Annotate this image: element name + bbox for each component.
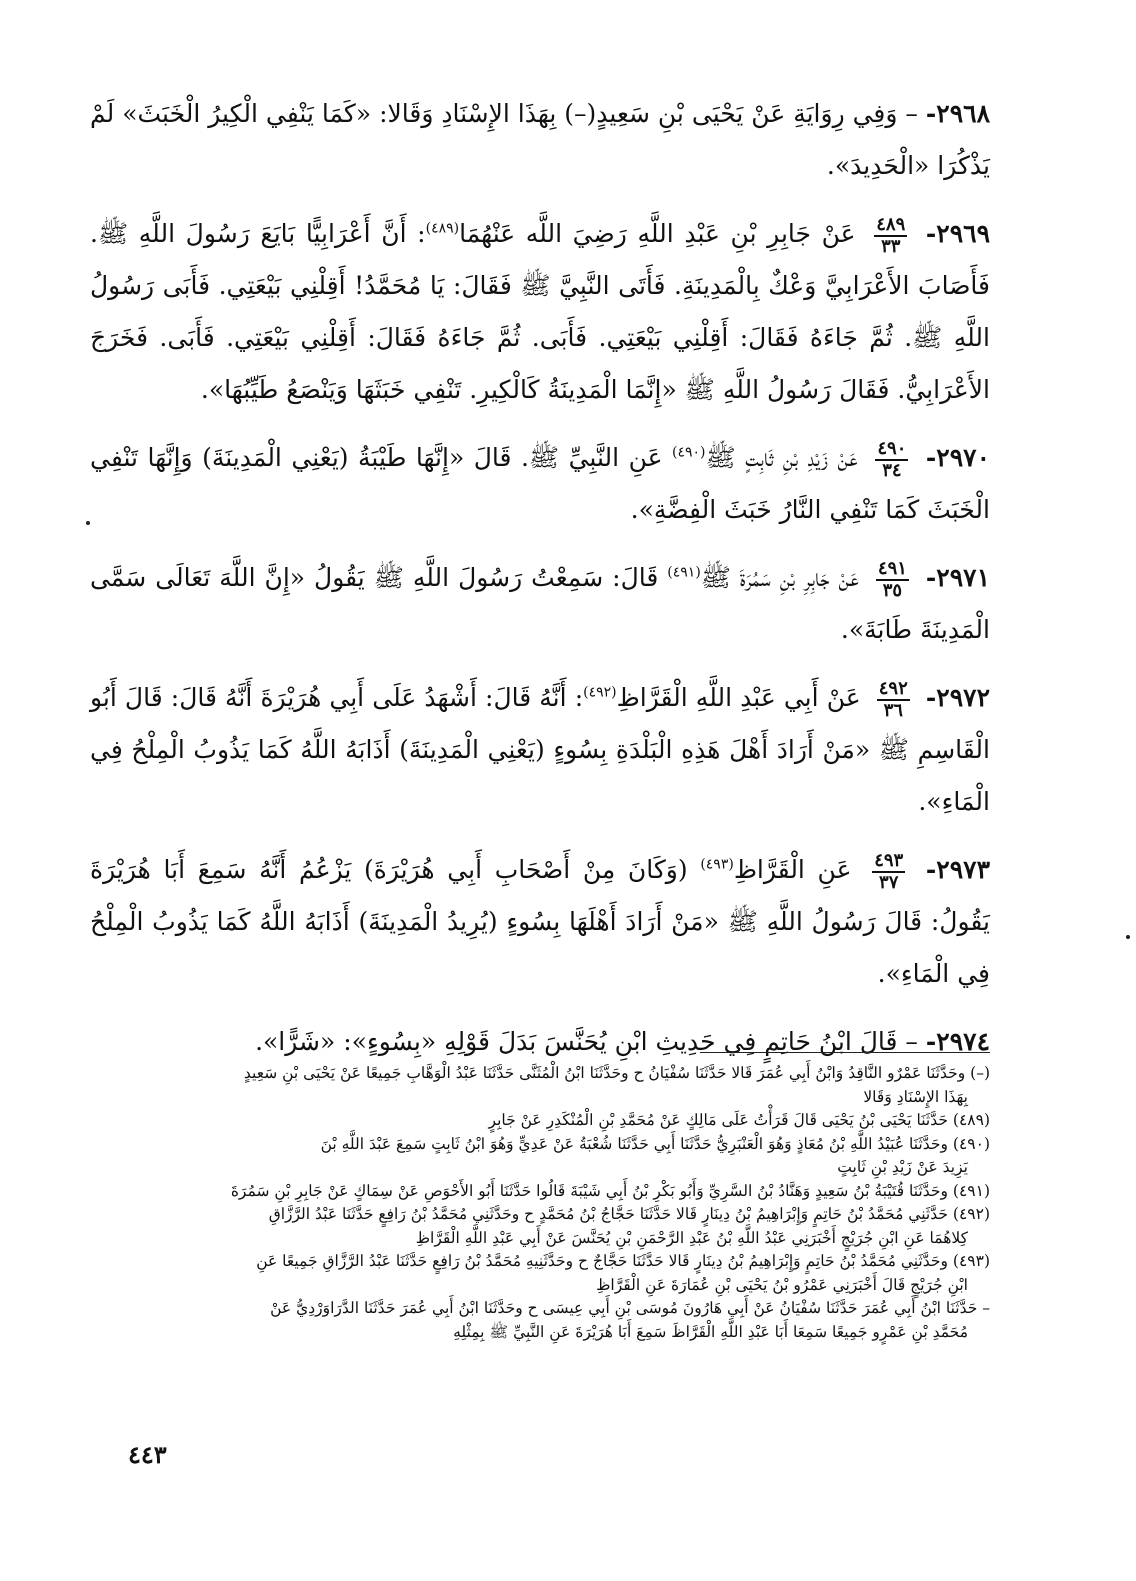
cross-reference-fraction: $\frac{٤٨٩}{٣٣}$ bbox=[876, 213, 906, 257]
hadith-text: – قَالَ ابْنُ حَاتِمٍ فِي حَدِيثِ ابْنِ يُحَنَّسَ بَدَلَ قَوْلِهِ «بِسُوءٍ»: «شَرًّا». bbox=[255, 1027, 918, 1056]
hadith-text-cont: قَالَ: سَمِعْتُ رَسُولَ اللَّهِ ﷺ يَقُولُ «إِنَّ اللَّهَ تَعَالَى سَمَّى الْمَدِينَةَ طَابَةَ». bbox=[90, 563, 990, 644]
hadith-text: – وَفِي رِوَايَةِ عَنْ يَحْيَى بْنِ سَعِيدٍ(–) بِهَذَا الإِسْنَادِ وَقَالا: «كَمَا يَنْفِي الْكِيرُ الْخَبَثَ» لَمْ يَذْكُرَا «الْحَدِيدَ». bbox=[90, 99, 990, 180]
footnote-text: حَدَّثَنَا يَحْيَى بْنُ يَحْيَى قَالَ قَرَأْتُ عَلَى مَالِكٍ عَنْ مُحَمَّدِ بْنِ الْمُنْكَدِرِ عَنْ جَابِرٍ bbox=[488, 1111, 948, 1129]
footnote-ref: (٤٩٠) bbox=[672, 444, 706, 461]
footnote bbox=[118, 1250, 990, 1297]
main-text bbox=[90, 88, 990, 1084]
cross-reference-fraction: $\frac{٤٩٠}{٣٤}$ bbox=[877, 437, 907, 481]
footnote-ref: (٤٩١) bbox=[667, 564, 701, 581]
hadith-text-cont: : أَنَّ أَعْرَابِيًّا بَايَعَ رَسُولَ اللَّهِ ﷺ. فَأَصَابَ الأَعْرَابِيَّ وَعْكٌ بِالْمَدِينَةِ. فَأَتَى النَّبِيَّ ﷺ فَقَالَ: يَا مُحَمَّدُ! أَقِلْنِي بَيْعَتِي. فَأَبَى رَسُولُ اللَّهِ ﷺ. ثُمَّ جَاءَهُ فَقَالَ: أَقِلْنِي بَيْعَتِي. فَأَبَى. ثُمَّ جَاءَهُ فَقَالَ: أَقِلْنِي بَيْعَتِي. فَأَبَى. فَخَرَجَ الأَعْرَابِيُّ. فَقَالَ رَسُولُ اللَّهِ ﷺ «إِنَّمَا الْمَدِينَةُ كَالْكِيرِ. تَنْفِي خَبَثَهَا وَيَنْصَعُ طَيِّبُهَا». bbox=[90, 219, 990, 404]
footnote-text: وحَدَّثَنِي مُحَمَّدُ بْنُ حَاتِمٍ وَإِبْرَاهِيمُ بْنُ دِينَارٍ قَالا حَدَّثَنَا حَجَّاجٌ ح وحَدَّثَنِيهِ مُحَمَّدُ بْنُ رَافِعٍ حَدَّثَنَا عَبْدُ الرَّزَّاقِ جَمِيعًا عَنِ bbox=[256, 1252, 948, 1270]
footnote-text: وحَدَّثَنَا قُتَيْبَةُ بْنُ سَعِيدٍ وَهَنَّادُ بْنُ السَّرِيِّ وَأَبُو بَكْرِ بْنُ أَبِي شَيْبَةَ قَالُوا حَدَّثَنَا أَبُو الأَحْوَصِ عَنْ سِمَاكٍ عَنْ جَابِرِ بْنِ سَمُرَةَ bbox=[230, 1181, 948, 1200]
footnote-marker: (٤٨٩) bbox=[952, 1111, 990, 1129]
hadith-2974 bbox=[90, 1016, 990, 1068]
footnote-text: حَدَّثَنَا ابْنُ أَبِي عُمَرَ حَدَّثَنَا سُفْيَانُ عَنْ أَبِي هَارُونَ مُوسَى بْنِ أَبِي عِيسَى ح وحَدَّثَنَا ابْنُ أَبِي عُمَرَ حَدَّثَنَا الدَّرَاوَرْدِيُّ عَنْ bbox=[270, 1299, 978, 1317]
hadith-2968 bbox=[90, 88, 990, 192]
cross-reference-fraction: $\frac{٤٩٢}{٣٦}$ bbox=[878, 677, 908, 721]
footnote-marker: (٤٩١) bbox=[952, 1181, 990, 1200]
footnote-marker: – bbox=[982, 1299, 990, 1317]
footnote-text-cont: ابْنِ جُرَيْجٍ قَالَ أَخْبَرَنِي عَمْرُو بْنُ يَحْيَى بْنِ عُمَارَةَ عَنِ الْقَرَّاظِ bbox=[596, 1275, 968, 1294]
hadith-number: ٢٩٦٩- bbox=[925, 219, 990, 248]
page-number: ٤٤٣ bbox=[128, 1440, 167, 1469]
footnote-marker: (–) bbox=[970, 1064, 990, 1082]
hadith-number: ٢٩٦٨- bbox=[925, 99, 990, 128]
hadith-2971 bbox=[90, 552, 990, 656]
footnote bbox=[118, 1180, 990, 1204]
footnote bbox=[118, 1297, 990, 1344]
hadith-text-cont: (وَكَانَ مِنْ أَصْحَابِ أَبِي هُرَيْرَةَ) يَزْعُمُ أَنَّهُ سَمِعَ أَبَا هُرَيْرَةَ يَقُولُ: قَالَ رَسُولُ اللَّهِ ﷺ «مَنْ أَرَادَ أَهْلَهَا بِسُوءٍ (يُرِيدُ الْمَدِينَةَ) أَذَابَهُ اللَّهُ كَمَا يَذُوبُ الْمِلْحُ فِي الْمَاءِ». bbox=[90, 855, 990, 988]
footnote-marker: (٤٩٠) bbox=[952, 1134, 990, 1153]
hadith-text: عَنِ الْقَرَّاظِ bbox=[733, 855, 852, 884]
hadith-number: ٢٩٧١- bbox=[925, 563, 991, 592]
hadith-number: ٢٩٧٣- bbox=[925, 855, 991, 884]
hadith-2972 bbox=[90, 672, 990, 828]
footnote-text-cont: مُحَمَّدِ بْنِ عَمْرٍو جَمِيعًا سَمِعَا أَبَا عَبْدِ اللَّهِ الْقَرَّاظَ سَمِعَ أَبَا هُرَيْرَةَ عَنِ النَّبِيِّ ﷺ بِمِثْلِهِ bbox=[453, 1322, 968, 1341]
footnote bbox=[118, 1109, 990, 1133]
scan-speck bbox=[86, 521, 90, 525]
hadith-2970 bbox=[90, 432, 990, 536]
cross-reference-fraction: $\frac{٤٩٣}{٣٧}$ bbox=[874, 849, 904, 893]
footnote-text-cont: يَزِيدَ عَنْ زَيْدِ بْنِ ثَابِتٍ bbox=[837, 1158, 968, 1176]
footnote-divider bbox=[700, 1052, 990, 1053]
hadith-text-cont: عَنِ النَّبِيِّ ﷺ. قَالَ «إِنَّهَا طَيْبَةُ (يَعْنِي الْمَدِينَةَ) وَإِنَّهَا تَنْفِي الْخَبَثَ كَمَا تَنْفِي النَّارُ خَبَثَ الْفِضَّةِ». bbox=[90, 443, 990, 524]
footnote-ref: (٤٩٣) bbox=[700, 856, 734, 873]
hadith-2973 bbox=[90, 844, 990, 1000]
hadith-text: عَنْ جَابِرِ بْنِ عَبْدِ اللَّهِ رَضِيَ اللَّه عَنْهُمَا bbox=[459, 219, 856, 248]
footnote-text-cont: بِهَذَا الإِسْنَادِ وَقَالا bbox=[863, 1087, 968, 1106]
footnote-marker: (٤٩٣) bbox=[952, 1252, 990, 1270]
footnote-marker: (٤٩٢) bbox=[952, 1205, 990, 1223]
hadith-text: عَنْ زَيْدِ بْنِ ثَابِتٍ ﷺ bbox=[705, 443, 858, 472]
footnote-ref: (٤٨٩) bbox=[425, 220, 460, 237]
hadith-number: ٢٩٧٠- bbox=[925, 443, 990, 472]
footnote-text-cont: كِلاهُمَا عَنِ ابْنِ جُرَيْجٍ أَخْبَرَنِي عَبْدُ اللَّهِ بْنُ عَبْدِ الرَّحْمَنِ بْنِ يُحَنَّسَ عَنْ أَبِي عَبْدِ اللَّهِ الْقَرَّاظِ bbox=[415, 1228, 968, 1247]
footnote bbox=[118, 1203, 990, 1250]
footnote bbox=[118, 1062, 990, 1109]
footnote bbox=[118, 1133, 990, 1180]
hadith-text: عَنْ أَبِي عَبْدِ اللَّهِ الْقَرَّاظِ bbox=[616, 683, 861, 712]
hadith-text: عَنْ جَابِرِ بْنِ سَمُرَةَ ﷺ bbox=[700, 563, 859, 592]
footnote-ref: (٤٩٢) bbox=[583, 684, 617, 701]
footnote-text: وحَدَّثَنَا عَمْرٌو النَّاقِدُ وَابْنُ أَبِي عُمَرَ قَالا حَدَّثَنَا سُفْيَانُ ح وحَدَّثَنَا ابْنُ الْمُثَنَّى حَدَّثَنَا عَبْدُ الْوَهَّابِ جَمِيعًا عَنْ يَحْيَى بْنِ سَعِيدٍ bbox=[243, 1064, 966, 1082]
hadith-number: ٢٩٧٤- bbox=[925, 1027, 990, 1056]
hadith-number: ٢٩٧٢- bbox=[925, 683, 990, 712]
hadith-text-cont: : أَنَّهُ قَالَ: أَشْهَدُ عَلَى أَبِي هُرَيْرَةَ أَنَّهُ قَالَ: قَالَ أَبُو الْقَاسِمِ ﷺ «مَنْ أَرَادَ أَهْلَ هَذِهِ الْبَلْدَةِ بِسُوءٍ (يَعْنِي الْمَدِينَةَ) أَذَابَهُ اللَّهُ كَمَا يَذُوبُ الْمِلْحُ فِي الْمَاءِ». bbox=[90, 683, 990, 816]
footnote-text: حَدَّثَنِي مُحَمَّدُ بْنُ حَاتِمٍ وَإِبْرَاهِيمُ بْنُ دِينَارٍ قَالا حَدَّثَنَا حَجَّاجُ بْنُ مُحَمَّدٍ ح وحَدَّثَنِي مُحَمَّدُ بْنُ رَافِعٍ حَدَّثَنَا عَبْدُ الرَّزَّاقِ bbox=[268, 1205, 948, 1223]
cross-reference-fraction: $\frac{٤٩١}{٣٥}$ bbox=[877, 557, 907, 601]
scan-speck bbox=[1126, 935, 1130, 939]
footnote-text: وحَدَّثَنَا عُبَيْدُ اللَّهِ بْنُ مُعَاذٍ وَهُوَ الْعَنْبَرِيُّ حَدَّثَنَا أَبِي حَدَّثَنَا شُعْبَةُ عَنْ عَدِيٍّ وَهُوَ ابْنُ ثَابِتٍ سَمِعَ عَبْدَ اللَّهِ بْنَ bbox=[320, 1134, 948, 1153]
footnotes bbox=[118, 1062, 990, 1344]
hadith-2969 bbox=[90, 208, 990, 416]
